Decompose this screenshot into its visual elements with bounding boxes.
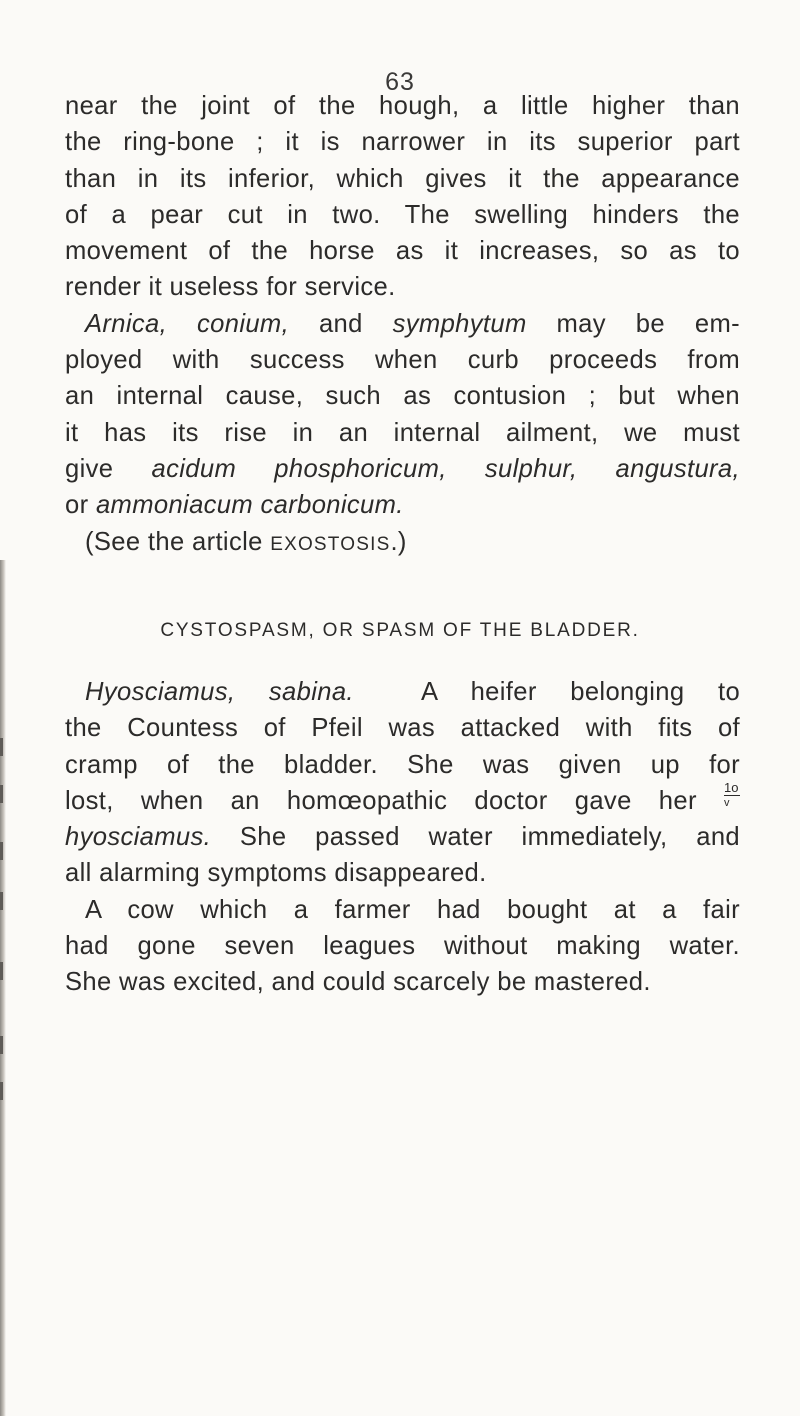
remedy-name: symphytum	[392, 309, 527, 338]
text-line: an internal cause, such as contusion ; but when	[65, 382, 740, 411]
section-text	[65, 674, 740, 1001]
remedy-name: sulphur,	[484, 454, 578, 483]
binding-mark	[0, 892, 3, 910]
remedy-name: conium,	[197, 309, 290, 338]
text-line: movement of the horse as it increases, so as to	[65, 237, 740, 266]
text-line	[65, 779, 740, 819]
text-line: of a pear cut in two. The swelling hinders the	[65, 200, 740, 229]
remedy-name: Hyosciamus, sabina.	[85, 678, 354, 706]
text-line: cramp of the bladder. She was given up for	[65, 750, 740, 779]
text-fragment: She passed water immediately, and	[239, 823, 740, 852]
binding-edge	[0, 560, 6, 1416]
text-line: render it useless for service.	[65, 273, 396, 302]
text-line: the Countess of Pfeil was attacked with fits of	[65, 714, 740, 743]
text-fragment: A heifer belonging to	[421, 678, 741, 706]
text-line	[65, 674, 740, 710]
remedy-name: Arnica,	[85, 309, 168, 338]
text-fragment: or	[65, 491, 89, 520]
text-line: She was excited, and could scarcely be mastered.	[65, 968, 651, 997]
binding-mark	[0, 1082, 3, 1100]
text-line: it has its rise in an internal ailment, we must	[65, 418, 740, 447]
binding-mark	[0, 962, 3, 980]
text-line: had gone seven leagues without making water.	[65, 932, 740, 961]
text-line	[65, 306, 740, 342]
text-line: A cow which a farmer had bought at a fair	[85, 895, 740, 924]
main-text	[65, 88, 740, 563]
text-line: the ring-bone ; it is narrower in its superior part	[65, 128, 740, 157]
see-also-line	[65, 524, 740, 563]
binding-mark	[0, 1036, 3, 1054]
remedy-name: acidum phosphoricum,	[151, 454, 447, 483]
text-line	[65, 451, 740, 487]
remedy-name: hyosciamus.	[65, 823, 212, 852]
text-fragment: and	[318, 309, 363, 338]
text-line: ployed with success when curb proceeds from	[65, 346, 740, 375]
cross-reference: EXOSTOSIS	[270, 533, 391, 555]
remedy-name: angustura,	[615, 454, 740, 483]
text-fragment: may be em-	[556, 309, 740, 338]
text-fragment: (See the article	[85, 527, 271, 556]
text-line: than in its inferior, which gives it the appearance	[65, 164, 740, 193]
section-heading: CYSTOSPASM, OR SPASM OF THE BLADDER.	[160, 620, 640, 641]
text-line: near the joint of the hough, a little higher than	[65, 92, 740, 120]
text-fragment: lost, when an homœopathic doctor gave her	[65, 786, 697, 815]
dose-numerator: 1o	[724, 779, 739, 795]
text-line: all alarming symptoms disappeared.	[65, 859, 487, 888]
text-line	[65, 819, 740, 855]
remedy-name: ammoniacum carbonicum.	[95, 491, 404, 520]
page-number: 63	[385, 68, 415, 96]
binding-mark	[0, 738, 3, 756]
dose-denominator: v	[724, 796, 730, 809]
text-fragment: give	[65, 454, 114, 483]
binding-mark	[0, 842, 3, 860]
dose-fraction	[724, 779, 740, 813]
text-fragment: .)	[390, 527, 407, 556]
binding-mark	[0, 785, 3, 803]
text-line	[65, 487, 740, 523]
